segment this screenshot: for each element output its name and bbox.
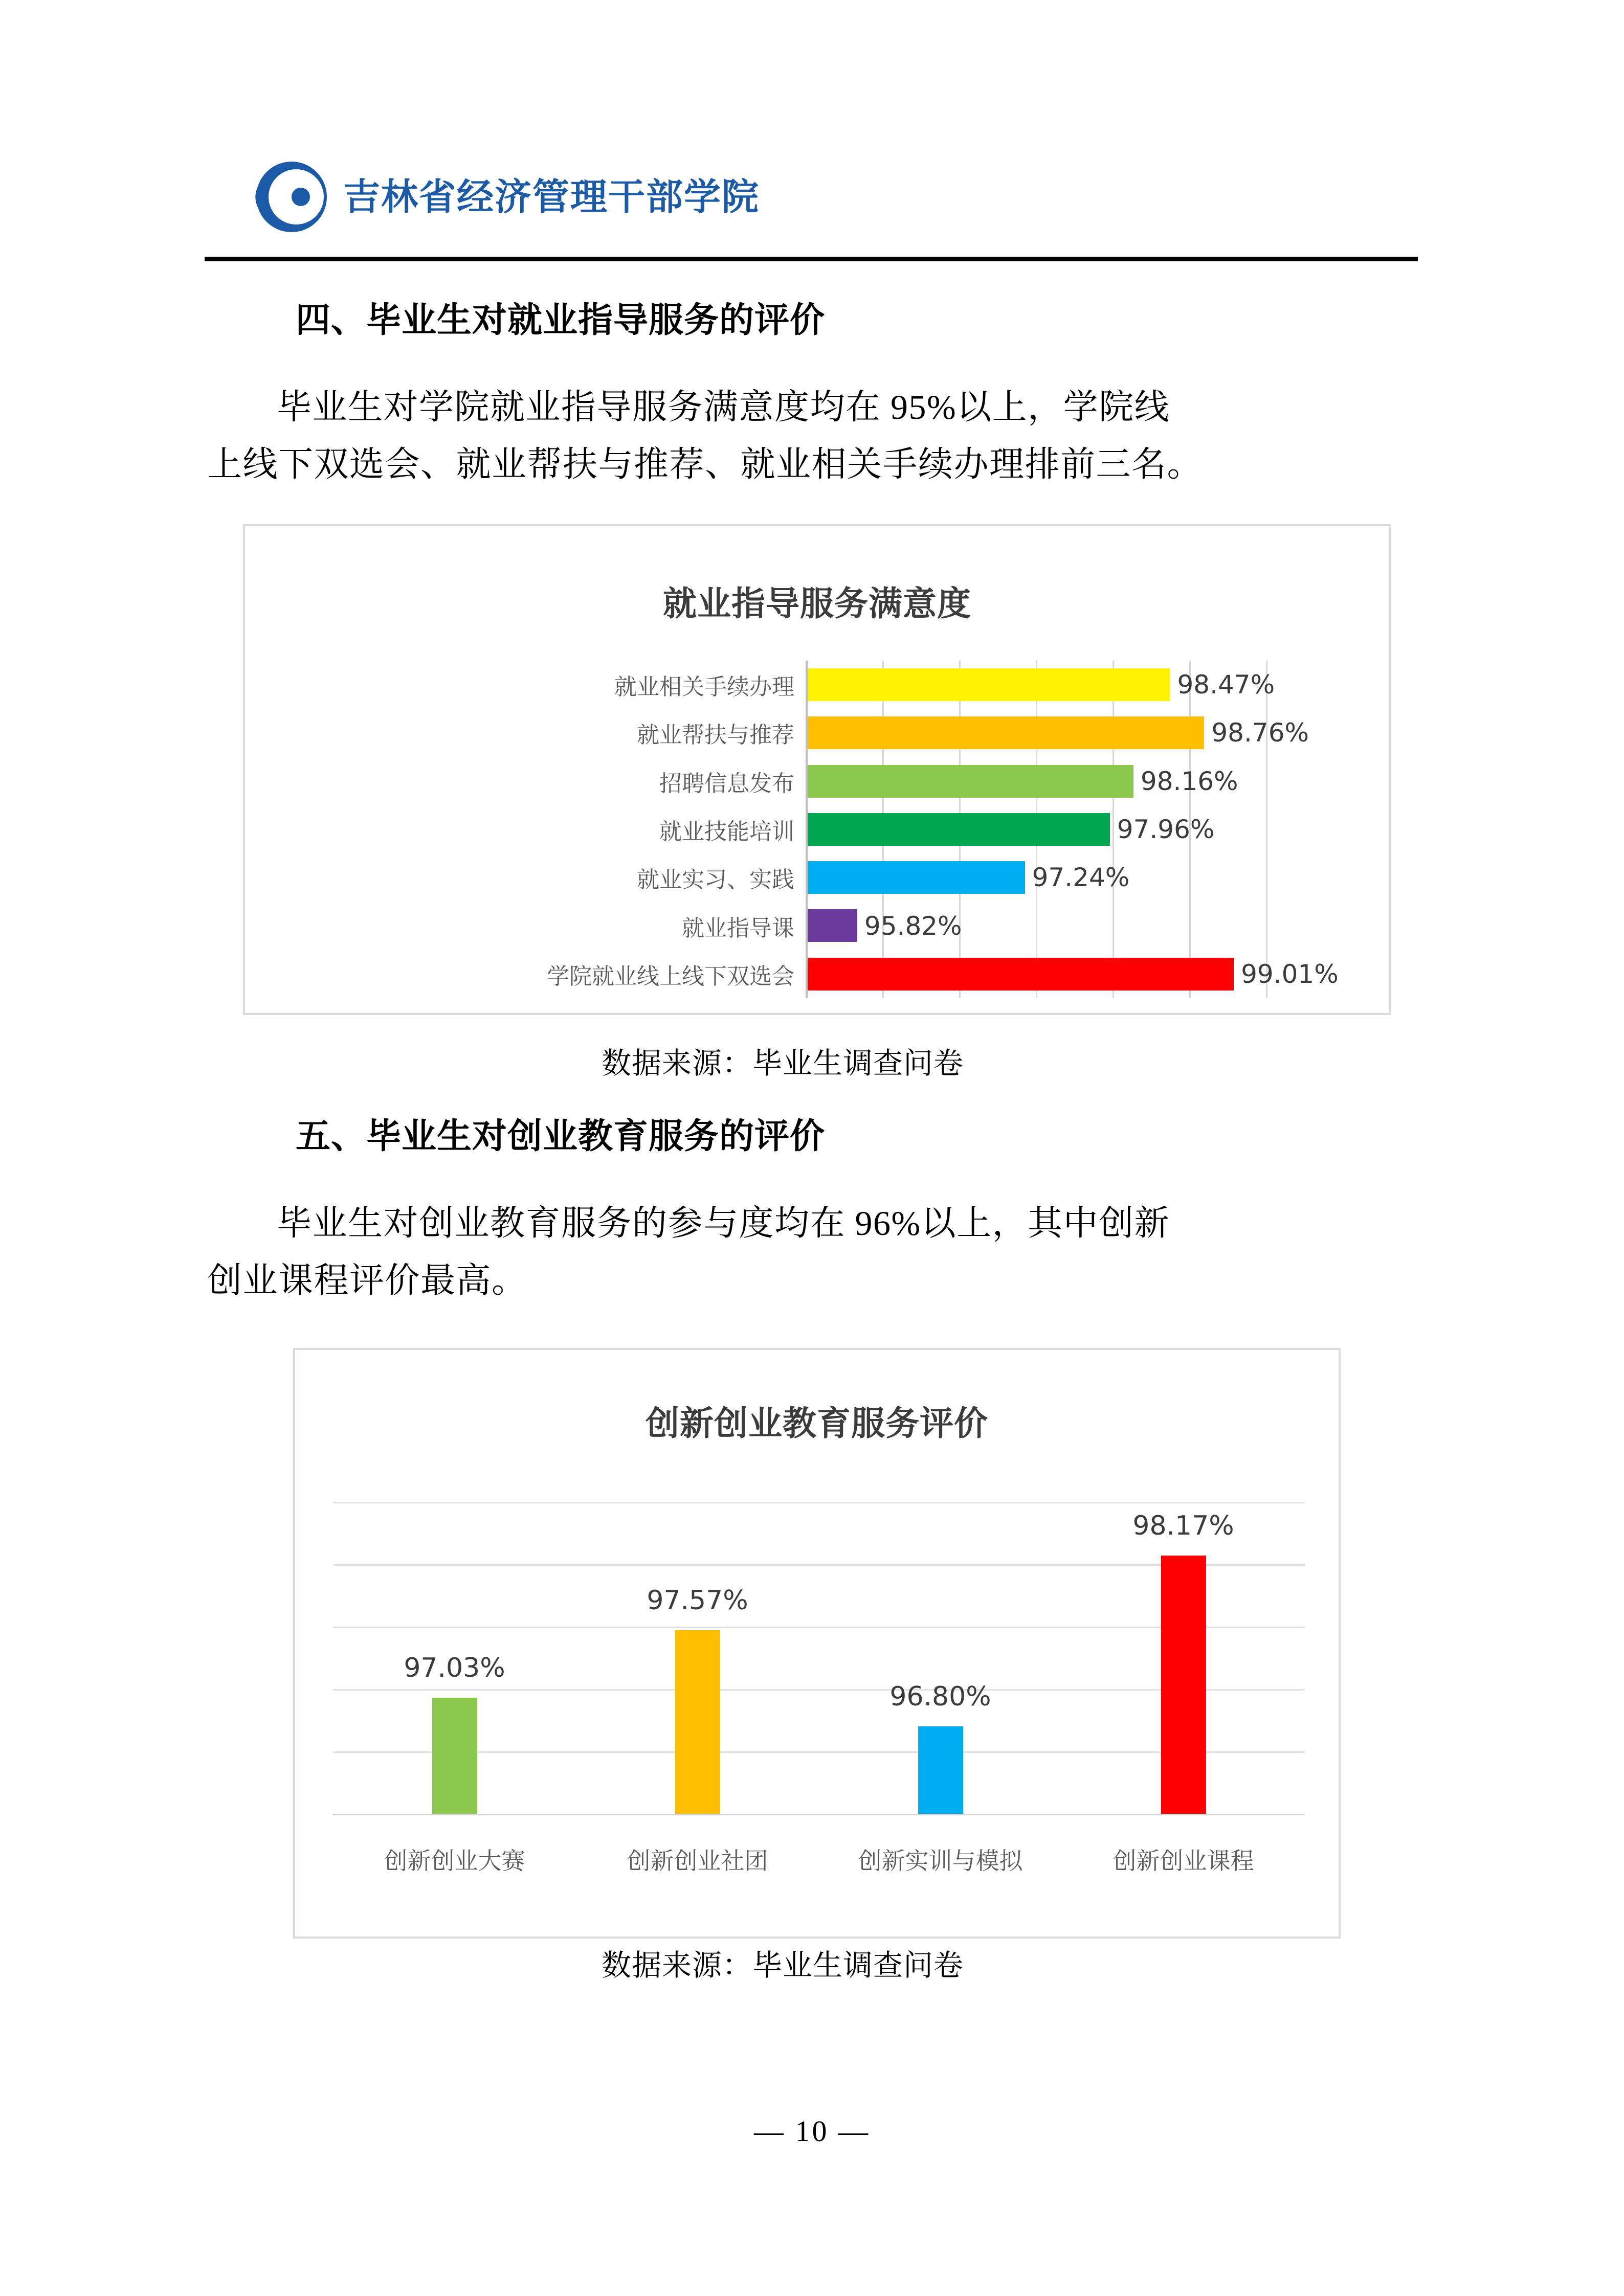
bar-value-label: 96.80% xyxy=(889,1681,991,1713)
chart-bar-column xyxy=(576,1502,819,1875)
bar xyxy=(808,668,1170,701)
bar xyxy=(432,1698,477,1814)
chart-one-source-note: 数据来源：毕业生调查问卷 xyxy=(602,1047,964,1080)
chart-plot-area xyxy=(333,1502,1305,1875)
satisfaction-bar-chart xyxy=(243,524,1391,1015)
chart-two-source-note: 数据来源：毕业生调查问卷 xyxy=(602,1949,964,1982)
page-header xyxy=(205,153,1417,256)
bar-category-label: 创新创业大赛 xyxy=(384,1847,525,1875)
paragraph-line: 上线下双选会、就业帮扶与推荐、就业相关手续办理排前三名。 xyxy=(207,445,1203,484)
bar-category-label: 就业实习、实践 xyxy=(637,867,794,893)
chart-bar-row xyxy=(547,950,1593,998)
header-divider xyxy=(205,257,1418,261)
bar-category-label: 学院就业线上线下双选会 xyxy=(547,963,794,989)
bar xyxy=(675,1630,720,1814)
chart-bar-row xyxy=(682,902,1593,950)
chart-bar-row xyxy=(637,709,1593,757)
bar xyxy=(808,813,1110,846)
bar-value-label: 97.96% xyxy=(1117,814,1215,844)
chart-title: 创新创业教育服务评价 xyxy=(646,1404,988,1443)
section-heading-five: 五、毕业生对创业教育服务的评价 xyxy=(296,1116,826,1157)
bar-value-label: 98.17% xyxy=(1132,1510,1234,1541)
page-number: — 10 — xyxy=(754,2114,870,2148)
chart-bar-column xyxy=(819,1502,1062,1875)
bar xyxy=(808,861,1025,894)
chart-bar-column xyxy=(333,1502,576,1875)
entrepreneurship-bar-chart xyxy=(293,1348,1341,1939)
bar xyxy=(808,765,1133,798)
bar-category-label: 就业指导课 xyxy=(682,915,794,941)
bar-category-label: 招聘信息发布 xyxy=(659,770,794,797)
institution-logo-icon xyxy=(253,159,330,235)
bar xyxy=(808,909,857,942)
bar xyxy=(808,958,1234,991)
bar-value-label: 98.16% xyxy=(1140,766,1238,796)
chart-title: 就业指导服务满意度 xyxy=(663,584,971,623)
bar-value-label: 98.76% xyxy=(1211,718,1309,748)
paragraph-line: 毕业生对创业教育服务的参与度均在 96%以上，其中创新 xyxy=(277,1204,1170,1243)
bar xyxy=(1161,1556,1206,1814)
bar-value-label: 98.47% xyxy=(1177,670,1275,700)
bar-category-label: 就业技能培训 xyxy=(659,818,794,845)
section-five-paragraph xyxy=(207,1195,1419,1309)
bar-category-label: 创新创业课程 xyxy=(1113,1847,1254,1875)
section-heading-four: 四、毕业生对就业指导服务的评价 xyxy=(296,300,826,341)
section-four-paragraph xyxy=(207,378,1419,493)
paragraph-line: 毕业生对学院就业指导服务满意度均在 95%以上，学院线 xyxy=(277,388,1170,426)
bar xyxy=(808,716,1204,749)
institution-name: 吉林省经济管理干部学院 xyxy=(343,175,760,218)
bar-value-label: 95.82% xyxy=(864,911,962,941)
bar-value-label: 97.03% xyxy=(404,1653,505,1684)
chart-bar-column xyxy=(1062,1502,1305,1875)
bar-category-label: 创新创业社团 xyxy=(627,1847,768,1875)
bar-value-label: 97.57% xyxy=(647,1585,748,1616)
chart-bar-row xyxy=(614,661,1593,709)
chart-bar-row xyxy=(659,757,1593,805)
bar-category-label: 就业相关手续办理 xyxy=(614,674,794,701)
bar-category-label: 创新实训与模拟 xyxy=(858,1847,1023,1875)
chart-bar-row xyxy=(637,853,1593,902)
bar-value-label: 97.24% xyxy=(1032,863,1130,893)
bar-category-label: 就业帮扶与推荐 xyxy=(637,722,794,749)
bar xyxy=(918,1726,963,1814)
gridline xyxy=(333,1814,1305,1815)
bar-value-label: 99.01% xyxy=(1241,959,1339,989)
chart-bar-row xyxy=(659,805,1593,853)
chart-plot-area xyxy=(547,661,1339,998)
paragraph-line: 创业课程评价最高。 xyxy=(207,1261,527,1300)
